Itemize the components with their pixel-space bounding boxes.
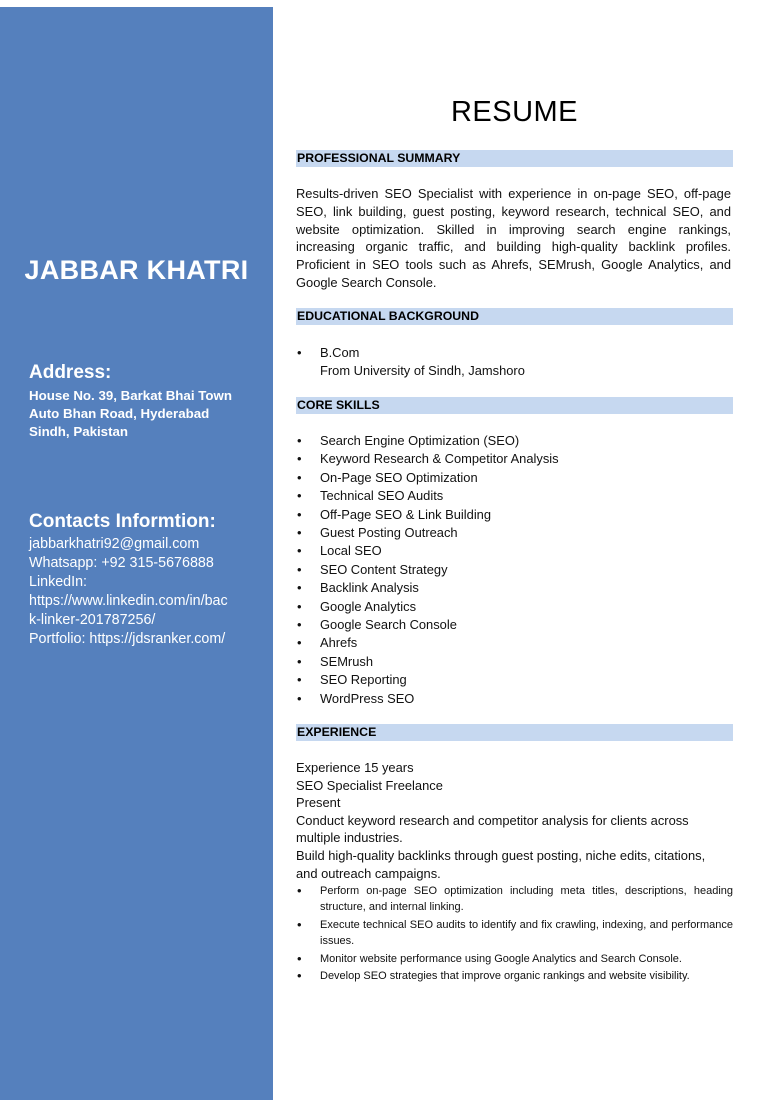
experience-line: Build high-quality backlinks through guest posting, niche edits, citations, and outreach campaigns. xyxy=(296,847,706,881)
education-list xyxy=(296,344,733,381)
list-item: • Perform on-page SEO optimization including meta titles, descriptions, heading structure, and internal linking. xyxy=(296,883,733,916)
address-heading: Address: xyxy=(29,362,112,383)
experience-line: Present xyxy=(296,795,341,811)
list-item: • SEO Reporting xyxy=(296,671,733,689)
contacts-heading: Contacts Informtion: xyxy=(29,511,216,532)
address-line: House No. 39, Barkat Bhai Town xyxy=(29,388,232,403)
degree: • B.Com xyxy=(320,345,360,360)
skills-heading: CORE SKILLS xyxy=(296,397,733,414)
institution: From University of Sindh, Jamshoro xyxy=(320,363,525,379)
experience-bullets xyxy=(296,883,733,985)
list-item: • Off-Page SEO & Link Building xyxy=(296,506,733,524)
email-link[interactable]: jabbarkhatri92@gmail.com xyxy=(29,536,200,552)
contact-block xyxy=(29,535,254,649)
summary-heading: PROFESSIONAL SUMMARY xyxy=(296,150,733,167)
list-item: • Local SEO xyxy=(296,542,733,560)
skills-list xyxy=(296,432,733,708)
list-item: • Ahrefs xyxy=(296,634,733,652)
list-item: • Search Engine Optimization (SEO) xyxy=(296,432,733,450)
page-title: RESUME xyxy=(450,96,579,128)
experience-line: SEO Specialist Freelance xyxy=(296,777,443,793)
list-item: • Develop SEO strategies that improve organic rankings and website visibility. xyxy=(296,968,733,984)
experience-heading: EXPERIENCE xyxy=(296,724,733,741)
list-item: • SEMrush xyxy=(296,653,733,671)
summary-text: Results-driven SEO Specialist with experience in on-page SEO, off-page SEO, link building, guest posting, keyword research, technical SEO, and website optimization. Skilled in improving search engine rankings, increasing organic traffic, and building high-quality backlink profiles. Proficient in SEO tools such as Ahrefs, SEMrush, Google Analytics, and Google Search Console. xyxy=(296,186,731,290)
list-item: • WordPress SEO xyxy=(296,690,733,708)
address-block xyxy=(29,387,232,441)
experience-block xyxy=(296,759,733,882)
address-line: Auto Bhan Road, Hyderabad xyxy=(29,406,210,421)
list-item: • Technical SEO Audits xyxy=(296,487,733,505)
list-item: • Google Search Console xyxy=(296,616,733,634)
list-item: • Execute technical SEO audits to identify and fix crawling, indexing, and performance issues. xyxy=(296,917,733,950)
whatsapp-number: Whatsapp: +92 315-5676888 xyxy=(29,555,214,571)
experience-line: Experience 15 years xyxy=(296,760,414,775)
list-item: • Monitor website performance using Google Analytics and Search Console. xyxy=(296,951,733,967)
candidate-name: JABBAR KHATRI xyxy=(24,255,249,285)
experience-line: Conduct keyword research and competitor analysis for clients across multiple industries. xyxy=(296,812,689,846)
list-item: • On-Page SEO Optimization xyxy=(296,469,733,487)
list-item: • SEO Content Strategy xyxy=(296,561,733,579)
address-line: Sindh, Pakistan xyxy=(29,424,129,439)
linkedin-link[interactable]: https://www.linkedin.com/in/bac xyxy=(29,593,228,609)
list-item: • Guest Posting Outreach xyxy=(296,524,733,542)
portfolio-link[interactable]: Portfolio: https://jdsranker.com/ xyxy=(29,631,226,647)
list-item: • Google Analytics xyxy=(296,598,733,616)
sidebar xyxy=(0,7,273,1100)
linkedin-link-cont[interactable]: k-linker-201787256/ xyxy=(29,612,156,628)
education-heading: EDUCATIONAL BACKGROUND xyxy=(296,308,733,325)
linkedin-label: LinkedIn: xyxy=(29,574,88,590)
list-item: • Keyword Research & Competitor Analysis xyxy=(296,450,733,468)
list-item: • Backlink Analysis xyxy=(296,579,733,597)
list-item xyxy=(296,344,733,381)
